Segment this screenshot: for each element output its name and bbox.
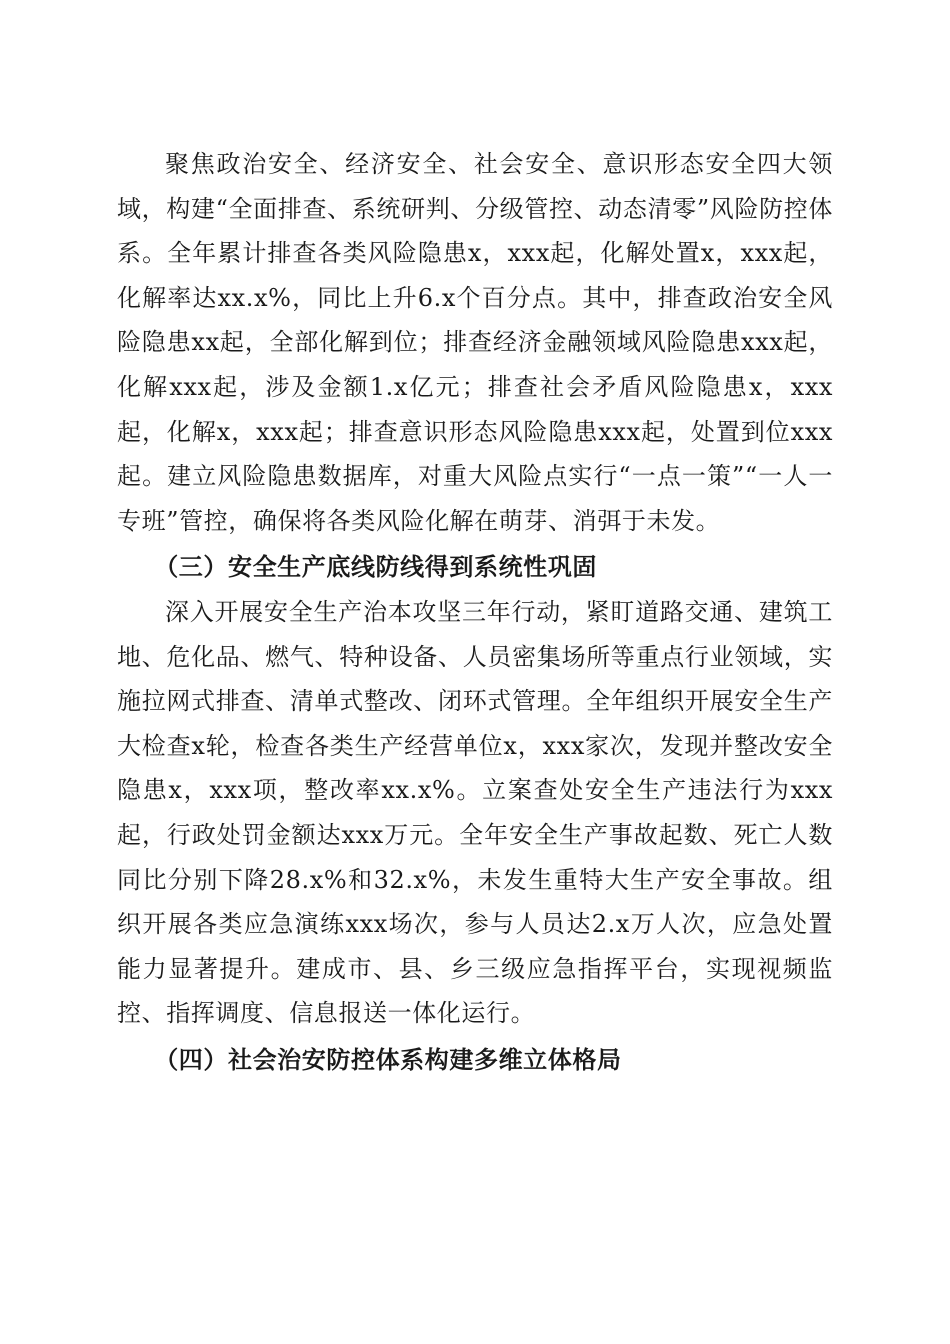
paragraph-risk-prevention: 聚焦政治安全、经济安全、社会安全、意识形态安全四大领域，构建“全面排查、系统研判、分级管控、动态清零”风险防控体系。全年累计排查各类风险隐患x，xxx起，化解处置x，xxx起，化解率达xx.x%，同比上升6.x个百分点。其中，排查政治安全风险隐患xx起，全部化解到位；排查经济金融领域风险隐患xxx起，化解xxx起，涉及金额1.x亿元；排查社会矛盾风险隐患x，xxx起，化解x，xxx起；排查意识形态风险隐患xxx起，处置到位xxx起。建立风险隐患数据库，对重大风险点实行“一点一策”“一人一专班”管控，确保将各类风险化解在萌芽、消弭于未发。: [117, 150, 833, 535]
paragraph-production-safety: 深入开展安全生产治本攻坚三年行动，紧盯道路交通、建筑工地、危化品、燃气、特种设备、人员密集场所等重点行业领域，实施拉网式排查、清单式整改、闭环式管理。全年组织开展安全生产大检查x轮，检查各类生产经营单位x，xxx家次，发现并整改安全隐患x，xxx项，整改率xx.x%。立案查处安全生产违法行为xxx起，行政处罚金额达xxx万元。全年安全生产事故起数、死亡人数同比分别下降28.x%和32.x%，未发生重特大生产安全事故。组织开展各类应急演练xxx场次，参与人员达2.x万人次，应急处置能力显著提升。建成市、县、乡三级应急指挥平台，实现视频监控、指挥调度、信息报送一体化运行。: [117, 597, 833, 1028]
document-body: [117, 142, 833, 1082]
section-heading-3: （三）安全生产底线防线得到系统性巩固: [154, 553, 597, 582]
section-heading-4: （四）社会治安防控体系构建多维立体格局: [154, 1045, 622, 1074]
